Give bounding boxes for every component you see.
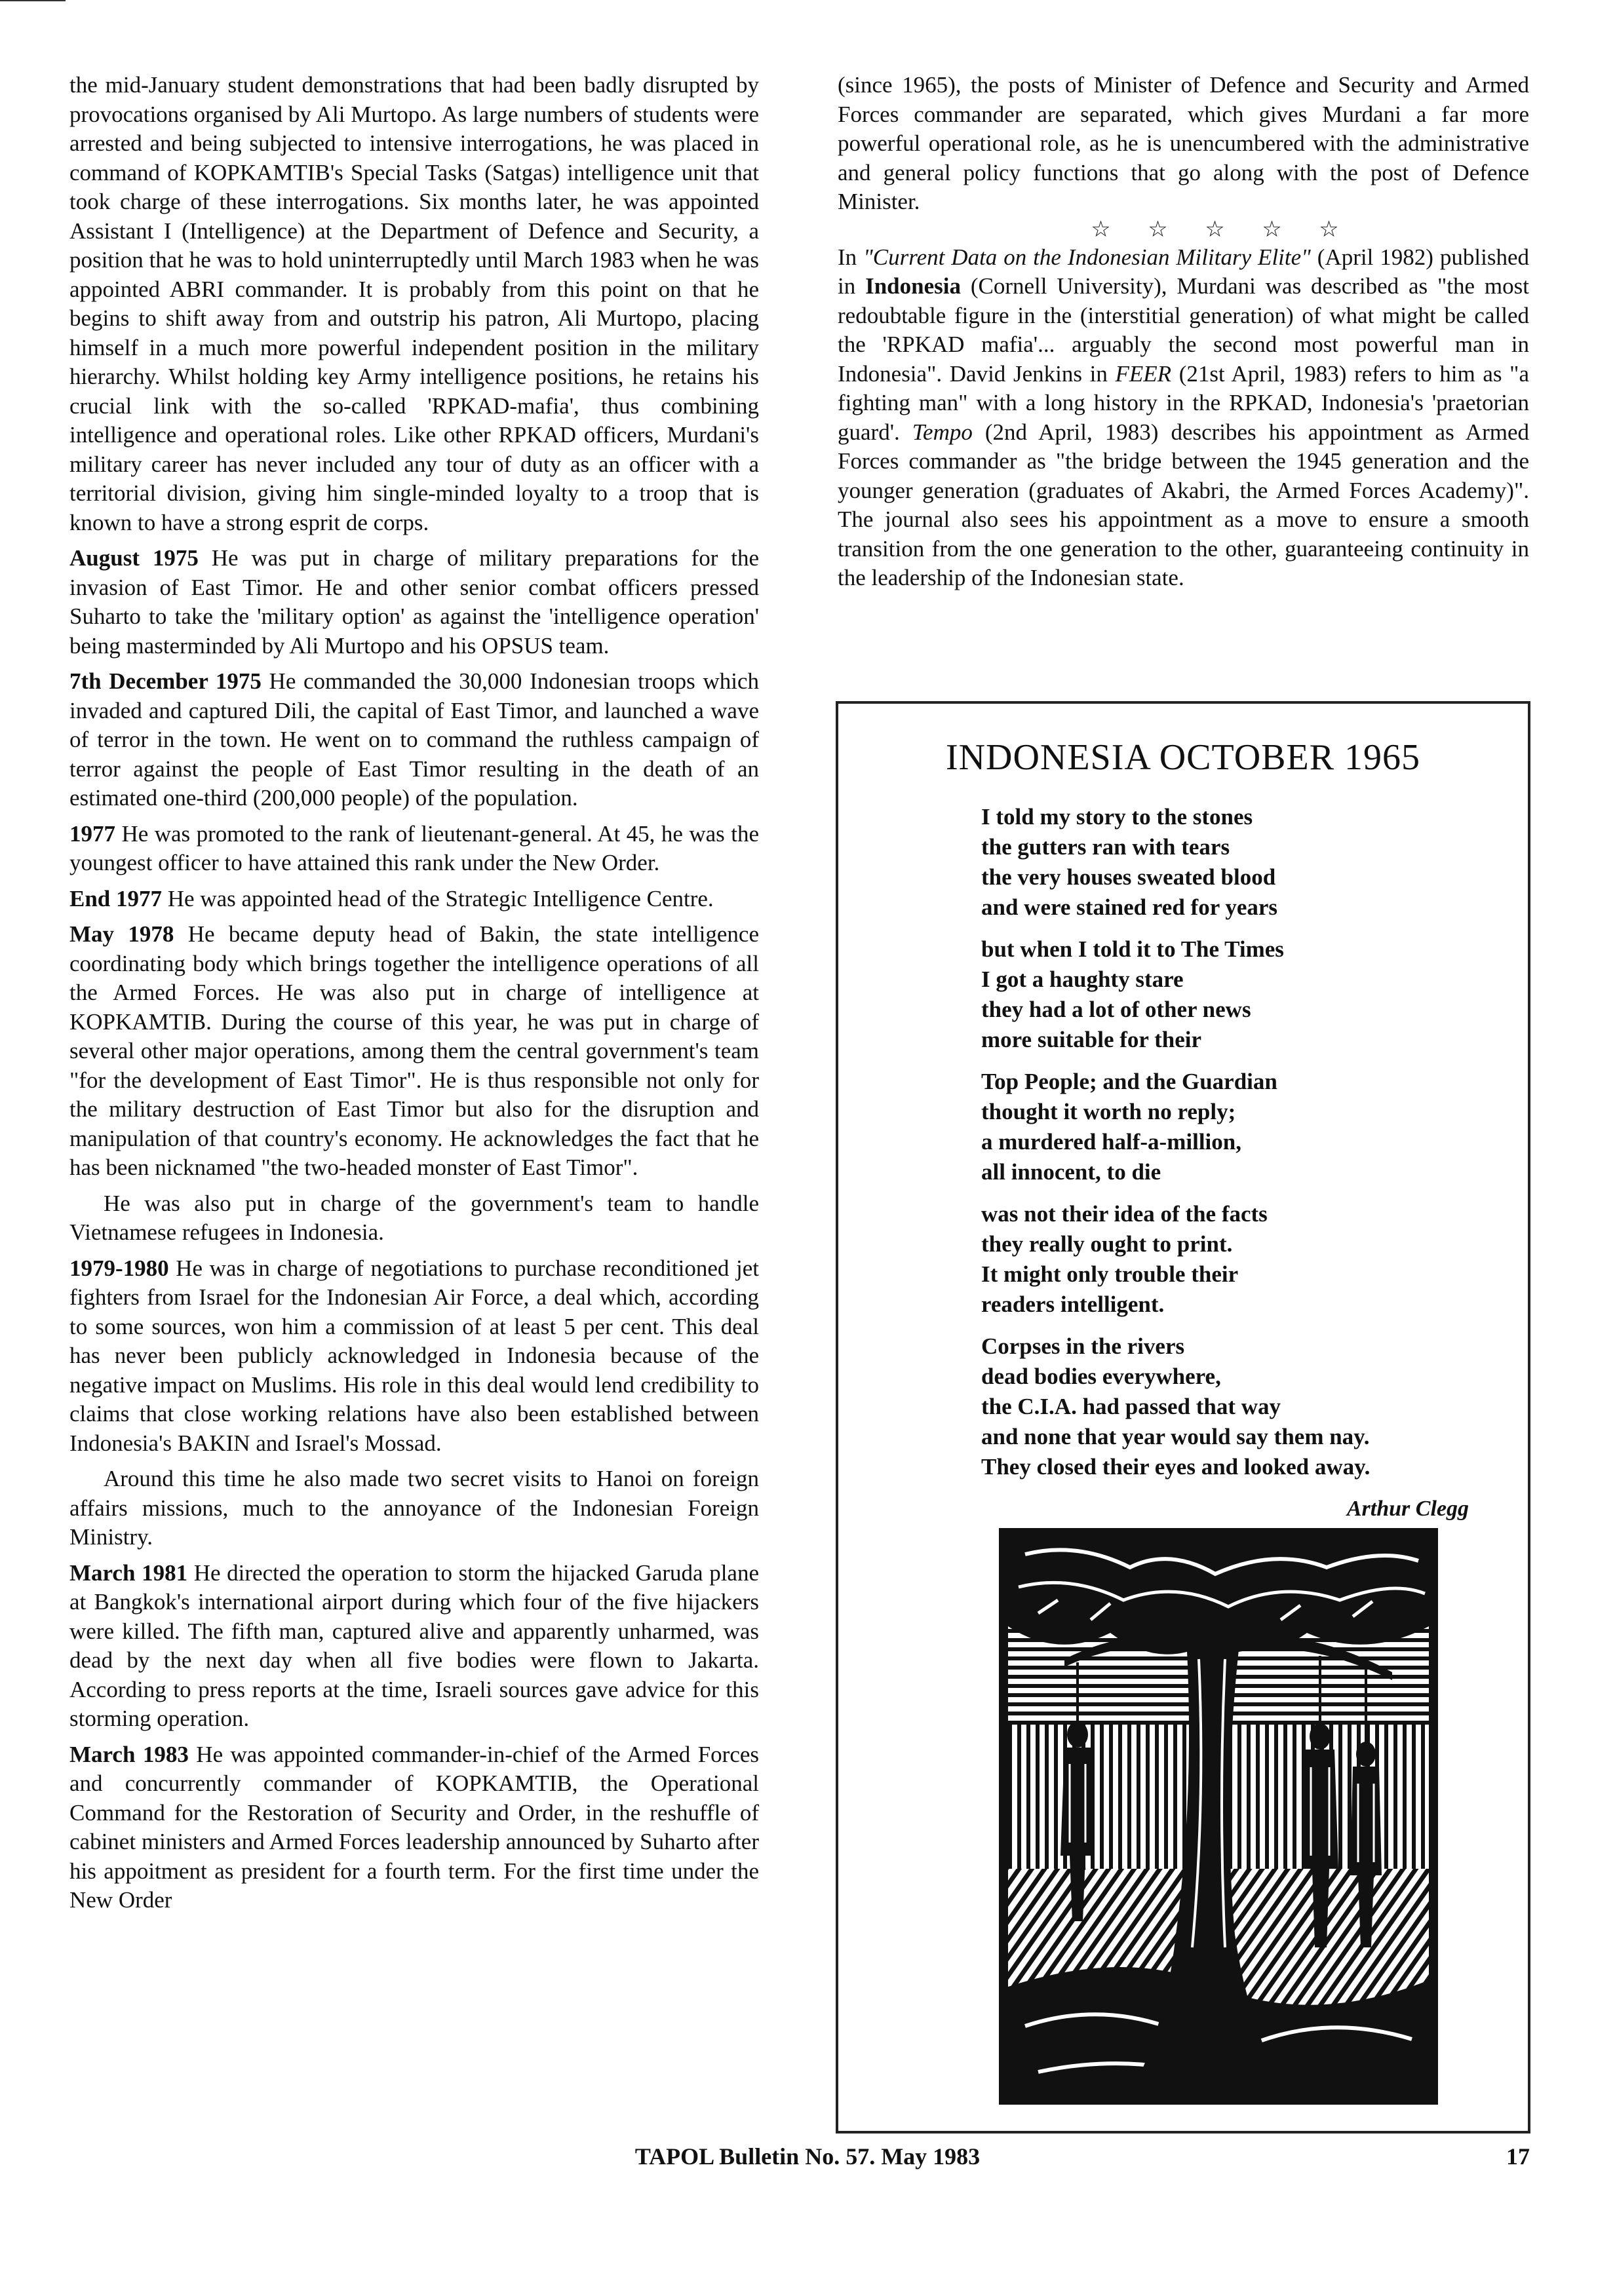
- star-divider: ☆ ☆ ☆ ☆ ☆: [1091, 217, 1355, 242]
- continuation-paragraph: (since 1965), the posts of Minister of Defence and Security and Armed Forces commander are separated, which gives Murdani a far more powerful operational role, as he is unencumbered with the administrative and general policy functions that go along with the post of Defence Minister.: [838, 72, 1529, 214]
- entry-date: 1979-1980: [69, 1255, 169, 1281]
- entry-paragraph: [69, 820, 759, 878]
- poem-line: the C.I.A. had passed that way: [981, 1394, 1281, 1419]
- publication-line: TAPOL Bulletin No. 57. May 1983: [634, 2143, 981, 2170]
- entry-text: He became deputy head of Bakin, the state intelligence coordinating body which brings together the intelligence operations of all the Armed Forces. He was also put in charge of intelligence at KOPKAMTIB. During the course of this year, he was put in charge of several other major operations, among them the central government's team "for the development of East Timor". He is thus responsible not only for the military destruction of East Timor but also for the disruption and manipulation of that country's economy. He acknowledges the fact that he has been nicknamed "the two-headed monster of East Timor".: [69, 921, 759, 1180]
- hanoi-paragraph: Around this time he also made two secret visits to Hanoi on foreign affairs missions, much to the annoyance of the Indonesian Foreign Ministry.: [69, 1466, 759, 1550]
- entry-paragraph: [69, 1254, 759, 1459]
- poem-line: Top People; and the Guardian: [981, 1069, 1277, 1094]
- poem-line: thought it worth no reply;: [981, 1099, 1236, 1124]
- poem-box: [836, 701, 1530, 2133]
- entry-paragraph: [69, 920, 759, 1183]
- page-number: 17: [1506, 2143, 1530, 2170]
- poem-line: It might only trouble their: [981, 1261, 1239, 1287]
- entry-paragraph: [69, 885, 759, 914]
- cited-title: "Current Data on the Indonesian Military Elite": [863, 244, 1311, 270]
- poem-line: the very houses sweated blood: [981, 864, 1276, 890]
- poem-line: they had a lot of other news: [981, 997, 1251, 1022]
- poem-line: a murdered half-a-million,: [981, 1129, 1241, 1155]
- feer-name: FEER: [1115, 360, 1172, 387]
- woodcut-illustration: [999, 1528, 1438, 2105]
- entry-paragraph: [69, 544, 759, 660]
- poem-body: [981, 802, 1492, 1494]
- poem-stanza: [981, 1331, 1492, 1482]
- poem-line: all innocent, to die: [981, 1159, 1161, 1185]
- poem-line: and none that year would say them nay.: [981, 1424, 1370, 1449]
- poem-line: readers intelligent.: [981, 1292, 1165, 1317]
- right-column: [838, 71, 1529, 600]
- poem-title: INDONESIA OCTOBER 1965: [945, 737, 1421, 778]
- entry-text: He was promoted to the rank of lieutenant-general. At 45, he was the youngest officer to have attained this rank under the New Order.: [69, 820, 759, 875]
- sources-paragraph: [838, 243, 1529, 593]
- journal-name: Indonesia: [865, 273, 961, 299]
- entry-text: He was put in charge of military preparations for the invasion of East Timor. He and other senior combat officers pressed Suharto to take the 'military option' as against the 'intelligence operation' being masterminded by Ali Murtopo and his OPSUS team.: [69, 545, 760, 659]
- entry-text: He commanded the 30,000 Indonesian troops which invaded and captured Dili, the capital of East Timor, and launched a wave of terror in the town. He went on to command the ruthless campaign of terror against the people of East Timor resulting in the death of an estimated one-third (200,000 people) of the population.: [69, 668, 759, 811]
- poem-line: They closed their eyes and looked away.: [981, 1454, 1371, 1480]
- tempo-name: Tempo: [912, 419, 973, 445]
- poem-line: they really ought to print.: [981, 1231, 1233, 1257]
- entry-text: He directed the operation to storm the hijacked Garuda plane at Bangkok's international airport during which four of the five hijackers were killed. The fifth man, captured alive and apparently unharmed, was dead by the next day when all five bodies were flown to Jakarta. According to press reports at the time, Israeli sources gave advice for this storming operation.: [69, 1559, 759, 1731]
- entry-date: 7th December 1975: [69, 668, 262, 694]
- poem-line: was not their idea of the facts: [981, 1201, 1268, 1227]
- top-rule: [0, 0, 66, 1]
- poem-line: Corpses in the rivers: [981, 1333, 1185, 1359]
- text-run: (21st April, 1983) refers to him as "a fighting man" with a long history in the RPKAD, Indonesia's 'praetorian guard'.: [838, 360, 1529, 445]
- poem-line: I told my story to the stones: [981, 804, 1253, 830]
- intro-paragraph: the mid-January student demonstrations that had been badly disrupted by provocations organised by Ali Murtopo. As large numbers of students were arrested and being subjected to intensive interrogations, he was placed in command of KOPKAMTIB's Special Tasks (Satgas) intelligence unit that took charge of these interrogations. Six months later, he was appointed Assistant I (Intelligence) at the Department of Defence and Security, a position that he was to hold uninterruptedly until March 1983 when he was appointed ABRI commander. It is probably from this point on that he begins to shift away from and outstrip his patron, Ali Murtopo, placing himself in a much more powerful independent position in the military hierarchy. Whilst holding key Army intelligence positions, he retains his crucial link with the so-called 'RPKAD-mafia', thus combining intelligence and operational roles. Like other RPKAD officers, Murdani's military career has never included any tour of duty as an officer with a territorial division, giving him single-minded loyalty to a troop that is known to have a strong esprit de corps.: [69, 72, 759, 535]
- poem-line: the gutters ran with tears: [981, 834, 1230, 860]
- poem-line: and were stained red for years: [981, 894, 1278, 920]
- entry-paragraph: [69, 1559, 759, 1734]
- poem-line: I got a haughty stare: [981, 966, 1184, 992]
- entry-date: March 1983: [69, 1741, 189, 1767]
- entry-text: He was in charge of negotiations to purchase reconditioned jet fighters from Israel for the Indonesian Air Force, a deal which, according to some sources, won him a commission of at least 5 per cent. This deal has never been publicly acknowledged in Indonesia because of the negative impact on Muslims. His role in this deal would lend credibility to claims that close working relations have also been established between Indonesia's BAKIN and Israel's Mossad.: [69, 1255, 759, 1456]
- poem-line: but when I told it to The Times: [981, 936, 1284, 962]
- poem-line: more suitable for their: [981, 1027, 1202, 1052]
- poem-line: dead bodies everywhere,: [981, 1364, 1221, 1389]
- left-column: [69, 71, 759, 1922]
- poem-stanza: [981, 1067, 1492, 1187]
- text-run: (Cornell University), Murdani was described as "the most redoubtable figure in the (interstitial generation) of what might be called the 'RPKAD mafia'... arguably the second most powerful man in Indonesia". David Jenkins in: [838, 273, 1529, 387]
- text-run: (2nd April, 1983) describes his appointment as Armed Forces commander as "the bridge between the 1945 generation and the younger generation (graduates of Akabri, the Armed Forces Academy)". The journal also sees his appointment as a move to ensure a smooth transition from the one generation to the other, guaranteeing continuity in the leadership of the Indonesian state.: [838, 419, 1529, 590]
- entry-date: May 1978: [69, 921, 174, 947]
- poem-stanza: [981, 934, 1492, 1055]
- text-run: In: [838, 244, 864, 270]
- poem-stanza: [981, 1199, 1492, 1320]
- entry-date: End 1977: [69, 885, 163, 911]
- vietnamese-paragraph: He was also put in charge of the government's team to handle Vietnamese refugees in Indonesia.: [69, 1190, 759, 1245]
- entry-text: He was appointed commander-in-chief of the Armed Forces and concurrently commander of KOPKAMTIB, the Operational Command for the Restoration of Security and Order, in the reshuffle of cabinet ministers and Armed Forces leadership announced by Suharto after his appoitment as president for a fourth term. For the first time under the New Order: [69, 1741, 760, 1913]
- entry-text: He was appointed head of the Strategic Intelligence Centre.: [162, 885, 714, 911]
- entry-paragraph: [69, 667, 759, 813]
- entry-date: March 1981: [69, 1559, 188, 1586]
- entry-date: 1977: [69, 820, 115, 847]
- entry-date: August 1975: [69, 545, 199, 571]
- poem-author: Arthur Clegg: [1346, 1497, 1469, 1521]
- entry-paragraph: [69, 1740, 759, 1915]
- text-run: (April 1982) published in: [838, 244, 1530, 299]
- poem-stanza: [981, 802, 1492, 923]
- entries-1: [69, 544, 759, 1183]
